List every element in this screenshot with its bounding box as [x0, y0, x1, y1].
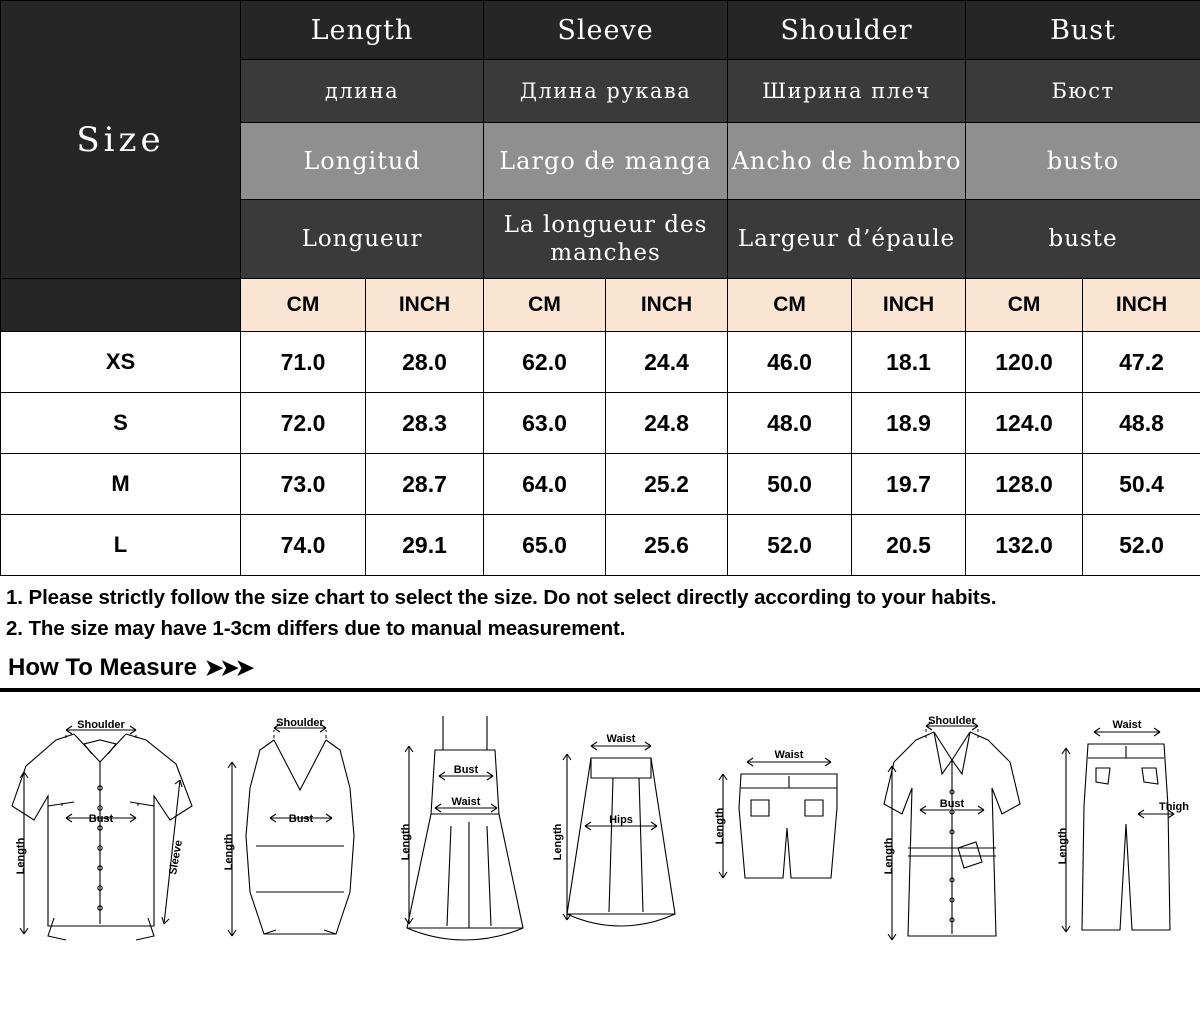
cell-xs-sleeve-cm: 62.0: [484, 332, 606, 393]
svg-text:Sleeve: Sleeve: [167, 839, 185, 877]
unit-row: [1, 279, 1200, 332]
size-header-cell: Size: [1, 1, 241, 279]
cell-s-sleeve-inch: 24.8: [606, 393, 728, 454]
cell-s-bust-inch: 48.8: [1083, 393, 1200, 454]
row-size-s: S: [1, 393, 241, 454]
cell-s-shoulder-cm: 48.0: [728, 393, 852, 454]
unit-length-inch: INCH: [366, 279, 484, 332]
col-header-length-en: Length: [241, 1, 484, 60]
unit-shoulder-inch: INCH: [852, 279, 966, 332]
svg-text:Thigh: Thigh: [1158, 801, 1189, 814]
svg-text:Waist: Waist: [606, 733, 636, 746]
col-header-shoulder-es: Ancho de hombro: [728, 123, 966, 200]
unit-row-spacer: [1, 279, 241, 332]
figure-camisole: [216, 696, 380, 946]
svg-text:Length: Length: [1056, 827, 1069, 865]
svg-text:Waist: Waist: [451, 796, 481, 809]
svg-text:Bust: Bust: [454, 764, 479, 777]
how-to-measure-header: [0, 654, 1200, 682]
cell-m-sleeve-cm: 64.0: [484, 454, 606, 515]
col-header-shoulder-fr: Largeur d’épaule: [728, 200, 966, 279]
col-header-shoulder-en: Shoulder: [728, 1, 966, 60]
svg-text:Bust: Bust: [88, 813, 114, 826]
figure-coat: [872, 696, 1032, 946]
figure-pants: [1048, 696, 1196, 946]
table-row: [1, 454, 1200, 515]
svg-text:Shoulder: Shoulder: [928, 715, 977, 728]
cell-l-shoulder-cm: 52.0: [728, 515, 852, 576]
cell-l-length-cm: 74.0: [241, 515, 366, 576]
row-size-l: L: [1, 515, 241, 576]
figure-blouse: [4, 696, 200, 946]
svg-text:Shoulder: Shoulder: [77, 719, 125, 732]
col-header-bust-es: busto: [966, 123, 1200, 200]
cell-xs-bust-inch: 47.2: [1083, 332, 1200, 393]
note-2: 2. The size may have 1-3cm differs due to manual measurement.: [6, 617, 626, 641]
header-row-english: [1, 1, 1200, 60]
cell-s-length-inch: 28.3: [366, 393, 484, 454]
figure-shorts: [707, 696, 857, 946]
table-row: [1, 332, 1200, 393]
cell-xs-length-cm: 71.0: [241, 332, 366, 393]
svg-text:Waist: Waist: [774, 749, 804, 762]
svg-text:Bust: Bust: [288, 813, 313, 826]
svg-text:Length: Length: [400, 823, 413, 861]
table-row: [1, 393, 1200, 454]
cell-s-sleeve-cm: 63.0: [484, 393, 606, 454]
cell-xs-sleeve-inch: 24.4: [606, 332, 728, 393]
measure-figures: [0, 692, 1200, 946]
cell-m-shoulder-cm: 50.0: [728, 454, 852, 515]
col-header-bust-en: Bust: [966, 1, 1200, 60]
cell-m-bust-inch: 50.4: [1083, 454, 1200, 515]
cell-xs-shoulder-inch: 18.1: [852, 332, 966, 393]
size-notes: [0, 576, 1200, 646]
cell-m-length-inch: 28.7: [366, 454, 484, 515]
col-header-sleeve-ru: Длина рукава: [484, 60, 728, 123]
svg-text:Shoulder: Shoulder: [275, 717, 324, 730]
figure-dress: [395, 696, 535, 946]
cell-s-bust-cm: 124.0: [966, 393, 1083, 454]
svg-text:Hips: Hips: [609, 814, 633, 827]
triple-arrow-icon: ➤➤➤: [204, 655, 252, 681]
cell-l-sleeve-cm: 65.0: [484, 515, 606, 576]
figure-skirt: [551, 696, 691, 946]
how-to-measure-title: How To Measure: [8, 654, 197, 682]
cell-xs-bust-cm: 120.0: [966, 332, 1083, 393]
unit-shoulder-cm: CM: [728, 279, 852, 332]
svg-text:Length: Length: [551, 823, 564, 861]
unit-length-cm: CM: [241, 279, 366, 332]
cell-m-shoulder-inch: 19.7: [852, 454, 966, 515]
col-header-shoulder-ru: Ширина плеч: [728, 60, 966, 123]
table-row: [1, 515, 1200, 576]
cell-xs-length-inch: 28.0: [366, 332, 484, 393]
svg-text:Length: Length: [15, 837, 27, 875]
cell-m-length-cm: 73.0: [241, 454, 366, 515]
cell-s-length-cm: 72.0: [241, 393, 366, 454]
cell-l-length-inch: 29.1: [366, 515, 484, 576]
svg-text:Length: Length: [222, 833, 235, 871]
unit-sleeve-inch: INCH: [606, 279, 728, 332]
row-size-m: M: [1, 454, 241, 515]
note-1: 1. Please strictly follow the size chart to select the size. Do not select directly according to your habits.: [6, 586, 997, 609]
col-header-length-es: Longitud: [241, 123, 484, 200]
col-header-sleeve-es: Largo de manga: [484, 123, 728, 200]
col-header-bust-fr: buste: [966, 200, 1200, 279]
cell-m-sleeve-inch: 25.2: [606, 454, 728, 515]
cell-l-bust-cm: 132.0: [966, 515, 1083, 576]
col-header-length-ru: длина: [241, 60, 484, 123]
cell-m-bust-cm: 128.0: [966, 454, 1083, 515]
cell-xs-shoulder-cm: 46.0: [728, 332, 852, 393]
svg-text:Length: Length: [883, 837, 896, 875]
unit-bust-inch: INCH: [1083, 279, 1200, 332]
svg-text:Waist: Waist: [1112, 719, 1142, 732]
row-size-xs: XS: [1, 332, 241, 393]
unit-bust-cm: CM: [966, 279, 1083, 332]
cell-l-bust-inch: 52.0: [1083, 515, 1200, 576]
col-header-sleeve-fr: La longueur des manches: [484, 200, 728, 279]
svg-text:Bust: Bust: [940, 798, 965, 811]
cell-s-shoulder-inch: 18.9: [852, 393, 966, 454]
col-header-bust-ru: Бюст: [966, 60, 1200, 123]
col-header-length-fr: Longueur: [241, 200, 484, 279]
svg-text:Length: Length: [713, 807, 726, 845]
cell-l-sleeve-inch: 25.6: [606, 515, 728, 576]
cell-l-shoulder-inch: 20.5: [852, 515, 966, 576]
unit-sleeve-cm: CM: [484, 279, 606, 332]
col-header-sleeve-en: Sleeve: [484, 1, 728, 60]
